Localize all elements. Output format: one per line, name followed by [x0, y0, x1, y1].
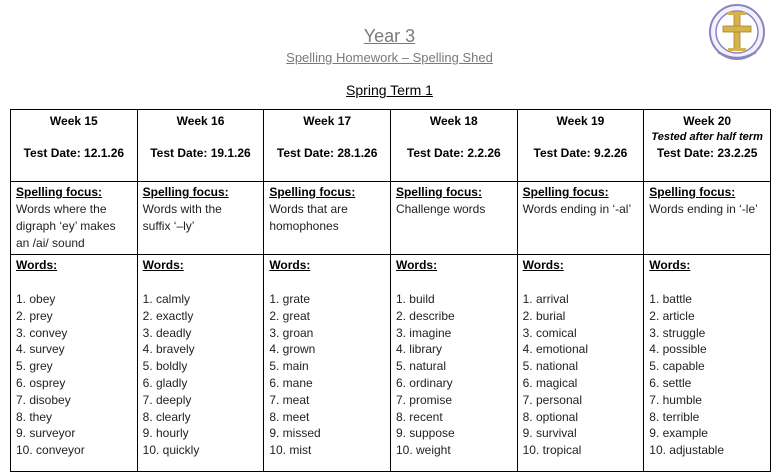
- spelling-focus-text: digraph ‘ey’ makes: [16, 219, 116, 233]
- spelling-focus-cell: [390, 182, 517, 255]
- spelling-focus-cell: [644, 182, 771, 255]
- spelling-focus-cell: [11, 182, 138, 255]
- word-item: 8. they: [16, 409, 53, 424]
- word-item: 9. suppose: [395, 426, 455, 441]
- spelling-focus-label: Spelling focus:: [649, 185, 736, 199]
- word-item: 3. imagine: [395, 325, 452, 340]
- words-cell: [11, 255, 138, 472]
- spelling-focus-text: homophones: [269, 219, 339, 233]
- word-item: 3. struggle: [649, 325, 706, 340]
- spelling-focus-row: [11, 182, 771, 255]
- word-item: 6. ordinary: [395, 375, 453, 390]
- week-header-cell: [390, 110, 517, 182]
- words-label: Words:: [269, 258, 311, 272]
- word-item: 3. convey: [16, 325, 68, 340]
- spelling-focus-cell: [517, 182, 644, 255]
- words-cell: [137, 255, 264, 472]
- spelling-focus-label: Spelling focus:: [269, 185, 356, 199]
- spelling-focus-cell: [264, 182, 391, 255]
- word-item: 9. hourly: [142, 426, 189, 441]
- word-item: 4. library: [395, 342, 442, 357]
- word-item: 7. meat: [269, 392, 310, 407]
- word-item: 4. possible: [649, 342, 707, 357]
- spacer: [16, 130, 132, 145]
- word-item: 6. magical: [522, 375, 578, 390]
- spacer: [523, 130, 639, 145]
- week-label: Week 18: [429, 114, 478, 128]
- word-item: 8. terrible: [649, 409, 700, 424]
- spelling-focus-cell: [137, 182, 264, 255]
- week-label: Week 20: [683, 114, 732, 128]
- spelling-focus-label: Spelling focus:: [16, 185, 103, 199]
- word-item: 8. clearly: [142, 409, 191, 424]
- week-header-row: [11, 110, 771, 182]
- word-item: 1. calmly: [142, 292, 190, 306]
- word-item: 7. disobey: [16, 392, 71, 407]
- week-header-cell: [264, 110, 391, 182]
- test-date: Test Date: 28.1.26: [276, 146, 378, 160]
- week-header-cell: [137, 110, 264, 182]
- word-item: 5. national: [522, 359, 579, 374]
- spelling-focus-text: an /ai/ sound: [16, 236, 85, 250]
- week-label: Week 17: [303, 114, 352, 128]
- word-item: 5. capable: [649, 359, 705, 374]
- words-label: Words:: [395, 258, 438, 272]
- test-date: Test Date: 9.2.26: [533, 146, 628, 160]
- word-item: 2. burial: [522, 308, 566, 323]
- word-list: [143, 291, 259, 459]
- word-item: 9. survival: [522, 426, 577, 441]
- word-item: 1. obey: [16, 292, 56, 306]
- word-item: 8. optional: [522, 409, 579, 424]
- spacer: [143, 130, 259, 145]
- page-subtitle: Spelling Homework – Spelling Shed: [286, 50, 493, 65]
- cross-crest-icon: [706, 2, 768, 64]
- week-note: Tested after half term: [651, 131, 763, 143]
- word-item: 5. natural: [395, 359, 447, 374]
- word-item: 2. prey: [16, 308, 53, 323]
- words-cell: [390, 255, 517, 472]
- word-item: 6. mane: [269, 375, 313, 390]
- word-item: 10. weight: [395, 443, 451, 458]
- spelling-focus-text: suffix ‘–ly’: [142, 219, 195, 233]
- word-item: 1. grate: [269, 292, 311, 306]
- word-item: 3. comical: [522, 325, 577, 340]
- word-item: 7. promise: [395, 392, 452, 407]
- word-item: 7. humble: [649, 392, 702, 407]
- word-item: 5. grey: [16, 359, 53, 374]
- page-title: Year 3: [363, 26, 416, 46]
- word-item: 7. deeply: [142, 392, 192, 407]
- test-date: Test Date: 19.1.26: [150, 146, 251, 160]
- words-label: Words:: [16, 258, 58, 272]
- word-item: 1. build: [395, 292, 435, 306]
- word-item: 2. article: [649, 308, 695, 323]
- week-label: Week 16: [176, 114, 225, 128]
- word-list: [396, 291, 512, 459]
- spelling-focus-label: Spelling focus:: [522, 185, 609, 199]
- spelling-table: [10, 109, 771, 472]
- word-item: 5. boldly: [142, 359, 188, 374]
- word-item: 6. osprey: [16, 375, 66, 390]
- word-item: 4. emotional: [522, 342, 588, 357]
- word-item: 9. surveyor: [16, 426, 76, 441]
- word-item: 1. battle: [649, 292, 692, 306]
- spelling-focus-text: Words that are: [269, 202, 348, 216]
- word-item: 10. conveyor: [16, 443, 85, 458]
- word-list: [523, 291, 639, 459]
- word-item: 2. describe: [395, 308, 455, 323]
- week-label: Week 19: [556, 114, 605, 128]
- word-item: 7. personal: [522, 392, 582, 407]
- word-item: 2. great: [269, 308, 311, 323]
- spelling-focus-label: Spelling focus:: [395, 185, 482, 199]
- word-list: [269, 291, 385, 459]
- words-cell: [517, 255, 644, 472]
- week-header-cell: [517, 110, 644, 182]
- word-item: 6. gladly: [142, 375, 188, 390]
- word-item: 8. recent: [395, 409, 443, 424]
- word-item: 2. exactly: [142, 308, 194, 323]
- term-heading: Spring Term 1: [346, 82, 433, 98]
- word-item: 10. adjustable: [649, 443, 725, 458]
- word-item: 9. missed: [269, 426, 321, 441]
- spelling-focus-text: Words where the: [16, 202, 107, 216]
- week-label: Week 15: [49, 114, 98, 128]
- words-row: [11, 255, 771, 472]
- word-item: 10. tropical: [522, 443, 582, 458]
- week-header-cell: [644, 110, 771, 182]
- word-item: 3. groan: [269, 325, 314, 340]
- words-cell: [644, 255, 771, 472]
- word-item: 5. main: [269, 359, 309, 374]
- spacer: [269, 130, 385, 145]
- word-item: 3. deadly: [142, 325, 192, 340]
- word-item: 9. example: [649, 426, 708, 441]
- word-item: 4. grown: [269, 342, 316, 357]
- word-item: 1. arrival: [522, 292, 569, 306]
- word-list: [16, 291, 132, 459]
- words-cell: [264, 255, 391, 472]
- test-date: Test Date: 23.2.25: [656, 146, 758, 160]
- word-item: 10. quickly: [142, 443, 200, 458]
- word-item: 10. mist: [269, 443, 312, 458]
- week-header-cell: [11, 110, 138, 182]
- word-list: [649, 291, 765, 459]
- spacer: [396, 130, 512, 145]
- word-item: 8. meet: [269, 409, 310, 424]
- test-date: Test Date: 2.2.26: [406, 146, 501, 160]
- spelling-focus-text: Words ending in ‘-le’: [649, 202, 758, 216]
- spelling-focus-text: Challenge words: [395, 202, 486, 216]
- test-date: Test Date: 12.1.26: [23, 146, 125, 160]
- spelling-focus-text: Words ending in ‘-al’: [522, 202, 632, 216]
- words-label: Words:: [142, 258, 184, 272]
- word-item: 6. settle: [649, 375, 692, 390]
- spelling-focus-label: Spelling focus:: [142, 185, 229, 199]
- word-item: 4. bravely: [142, 342, 195, 357]
- words-label: Words:: [649, 258, 691, 272]
- spelling-focus-text: Words with the: [142, 202, 222, 216]
- word-item: 4. survey: [16, 342, 65, 357]
- words-label: Words:: [522, 258, 564, 272]
